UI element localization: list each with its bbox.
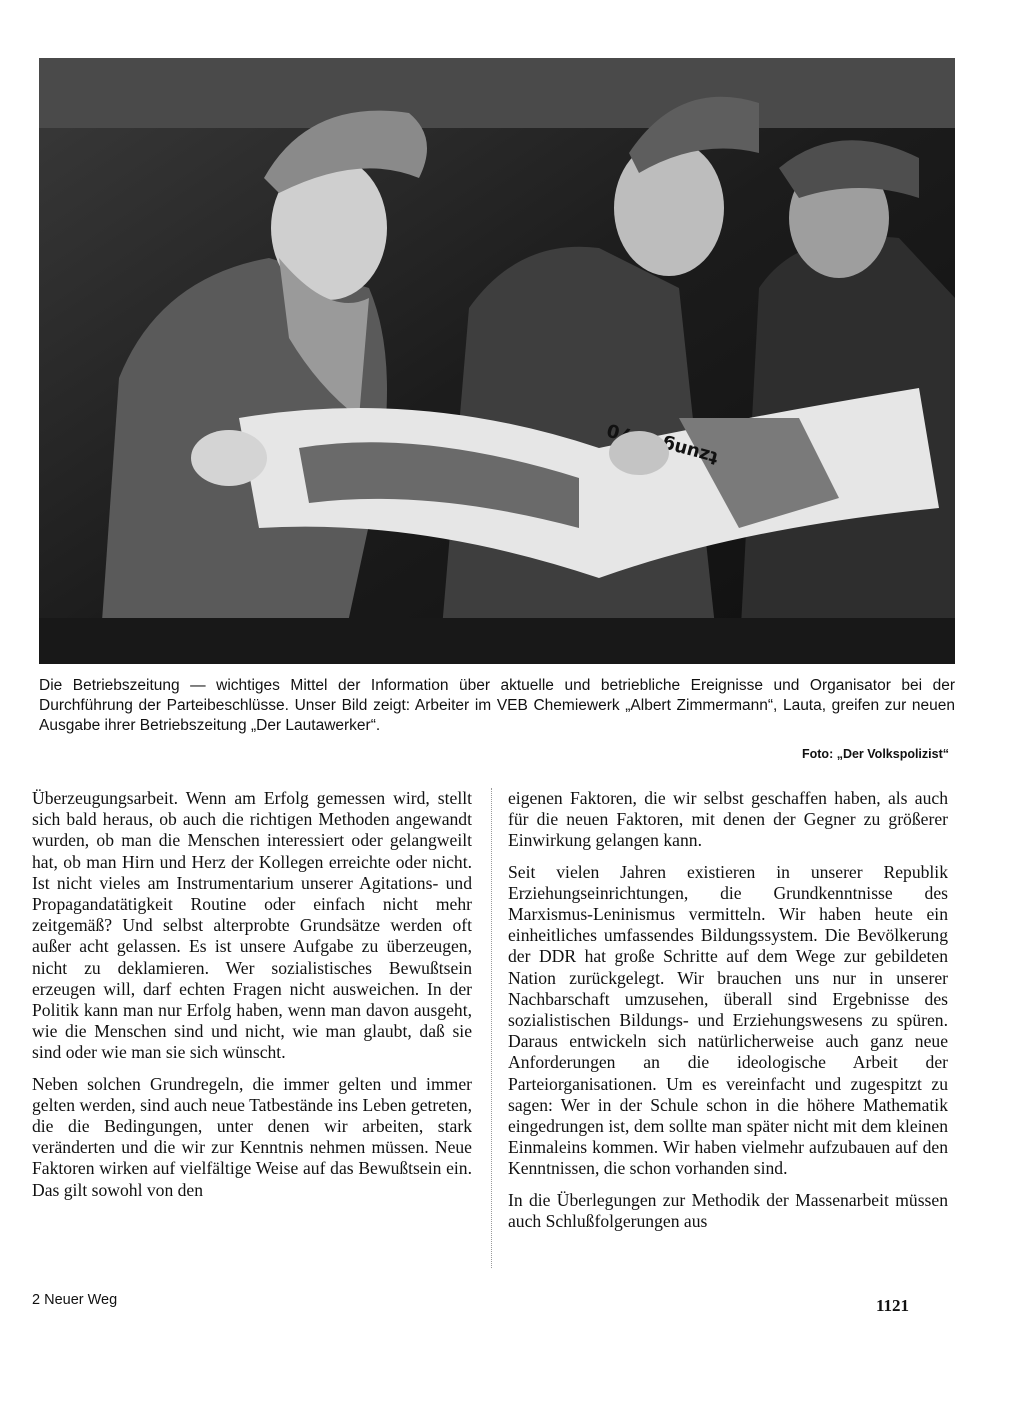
footer-publication: 2 Neuer Weg: [32, 1292, 118, 1308]
column-divider: [491, 788, 492, 1268]
paragraph: Überzeugungsarbeit. Wenn am Erfolg gemessen wird, stellt sich bald heraus, ob auch die richtigen Methoden angewandt wurden, ob man die Menschen interessiert oder gelangweilt hat, ob man Hirn und Herz der Kollegen erreichte oder nicht. Ist nicht vieles am Instrumentarium unserer Agitations- und Propagandatätigkeit Routine oder einfach nicht mehr zeitgemäß? Und selbst alterprobte Grundsätze werden oft außer acht gelassen. Es ist unsere Aufgabe zu überzeugen, nicht zu deklamieren. Wer sozialistisches Bewußtsein erzeugen will, darf echten Fragen nicht ausweichen. In der Politik kann man nur Erfolg haben, wenn man davon ausgeht, wie die Menschen sind und nicht, wie man glaubt, daß sie sind oder wie man sie sich wünscht.: [32, 788, 472, 1063]
photo-caption: Die Betriebszeitung — wichtiges Mittel der Information über aktuelle und betriebliche Ereignisse und Organisator bei der Durchführung der Parteibeschlüsse. Unser Bild zeigt: Arbeiter im VEB Chemiewerk „Albert Zimmermann“, Lauta, greifen zur neuen Ausgabe ihrer Betriebszeitung „Der Lautawerker“.: [39, 677, 955, 734]
paragraph: Neben solchen Grundregeln, die immer gelten und immer gelten werden, sind auch neue Tatbestände ins Leben getreten, die die Bedingungen, unter denen wir arbeiten, stark veränderten und die wir zur Kenntnis nehmen müssen. Neue Faktoren wirken auf vielfältige Weise auf das Bewußtsein ein. Das gilt sowohl von den: [32, 1073, 472, 1200]
left-column: [32, 788, 472, 1211]
photo-credit: Foto: „Der Volkspolizist“: [802, 747, 949, 761]
right-column: [508, 788, 948, 1242]
newspaper-headline: tzung: [659, 433, 721, 469]
workers-photo: [39, 58, 955, 664]
paragraph: Seit vielen Jahren existieren in unserer Republik Erziehungseinrichtungen, die Grundkenntnisse des Marxismus-Leninismus vermitteln. Wir haben heute ein einheitliches umfassendes Bildungssystem. Die Bevölkerung der DDR hat große Schritte auf dem Wege zur gebildeten Nation zurückgelegt. Wir brauchen uns nur in unserer Nachbarschaft umzusehen, überall sind Ergebnisse des sozialistischen Bildungs- und Erziehungswesens zu spüren. Daraus entwickeln sich natürlicherweise auch ganz neue Anforderungen an die ideologische Arbeit der Parteiorganisationen. Um es vereinfacht und zugespitzt zu sagen: Wer in der Schule schon in die höhere Mathematik eingedrungen ist, dem sollte man später nicht mit dem kleinen Einmaleins kommen. Wir haben vielmehr aufzubauen auf den Kenntnissen, die schon vorhanden sind.: [508, 861, 948, 1179]
paragraph: In die Überlegungen zur Methodik der Massenarbeit müssen auch Schlußfolgerungen aus: [508, 1189, 948, 1231]
photo-illustration: [39, 58, 955, 664]
page-number: 1121: [876, 1296, 910, 1315]
paragraph: eigenen Faktoren, die wir selbst geschaffen haben, als auch für die neuen Faktoren, mit denen der Gegner zu größerer Einwirkung gelangen kann.: [508, 788, 948, 851]
